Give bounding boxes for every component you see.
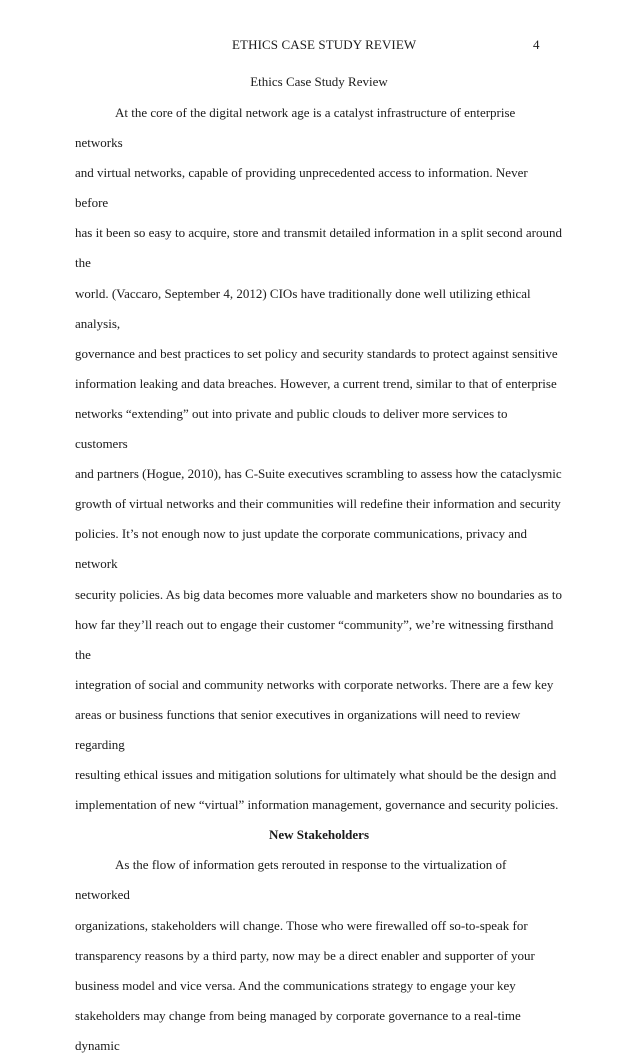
body-text	[75, 98, 563, 1061]
text-line: governance and best practices to set policy and security standards to protect against sensitive	[75, 345, 558, 361]
text-line: how far they’ll reach out to engage their customer “community”, we’re witnessing firsthand the	[75, 616, 554, 662]
text-line: As the flow of information gets rerouted in response to the virtualization of networked	[75, 857, 507, 903]
text-line: areas or business functions that senior executives in organizations will need to review regarding	[75, 706, 521, 752]
running-head	[0, 37, 638, 55]
running-head-title: ETHICS CASE STUDY REVIEW	[232, 37, 417, 52]
page-number: 4	[533, 37, 540, 52]
text-line: policies. It’s not enough now to just update the corporate communications, privacy and network	[75, 526, 528, 572]
paragraph-1	[75, 98, 563, 820]
section-heading: New Stakeholders	[268, 827, 370, 843]
text-line: At the core of the digital network age is a catalyst infrastructure of enterprise networks	[75, 105, 516, 151]
text-line: and virtual networks, capable of providing unprecedented access to information. Never before	[75, 165, 528, 211]
text-line: transparency reasons by a third party, now may be a direct enabler and supporter of your	[75, 947, 535, 963]
text-line: networks “extending” out into private and public clouds to deliver more services to customers	[75, 405, 508, 452]
text-line: integration of social and community networks with corporate networks. There are a few key	[75, 676, 554, 692]
text-line: world. (Vaccaro, September 4, 2012) CIOs have traditionally done well utilizing ethical analysis,	[75, 285, 531, 331]
text-line: business model and vice versa. And the communications strategy to engage your key	[75, 977, 516, 993]
text-line: has it been so easy to acquire, store and transmit detailed information in a split second around the	[75, 225, 563, 271]
text-line: and partners (Hogue, 2010), has C-Suite executives scrambling to assess how the cataclysmic	[75, 466, 562, 482]
text-line: security policies. As big data becomes more valuable and marketers show no boundaries as to	[75, 586, 563, 602]
document-title: Ethics Case Study Review	[250, 74, 388, 89]
text-line: organizations, stakeholders will change. Those who were firewalled off so-to-speak for	[75, 917, 528, 933]
paragraph-2	[75, 850, 563, 1061]
text-line: resulting ethical issues and mitigation solutions for ultimately what should be the design and	[75, 767, 557, 783]
text-line: information leaking and data breaches. However, a current trend, similar to that of enterprise	[75, 375, 557, 391]
text-line: growth of virtual networks and their communities will redefine their information and security	[75, 496, 561, 512]
text-line: implementation of new “virtual” information management, governance and security policies.	[75, 797, 559, 813]
text-line: stakeholders may change from being managed by corporate governance to a real-time dynamic	[75, 1007, 521, 1053]
